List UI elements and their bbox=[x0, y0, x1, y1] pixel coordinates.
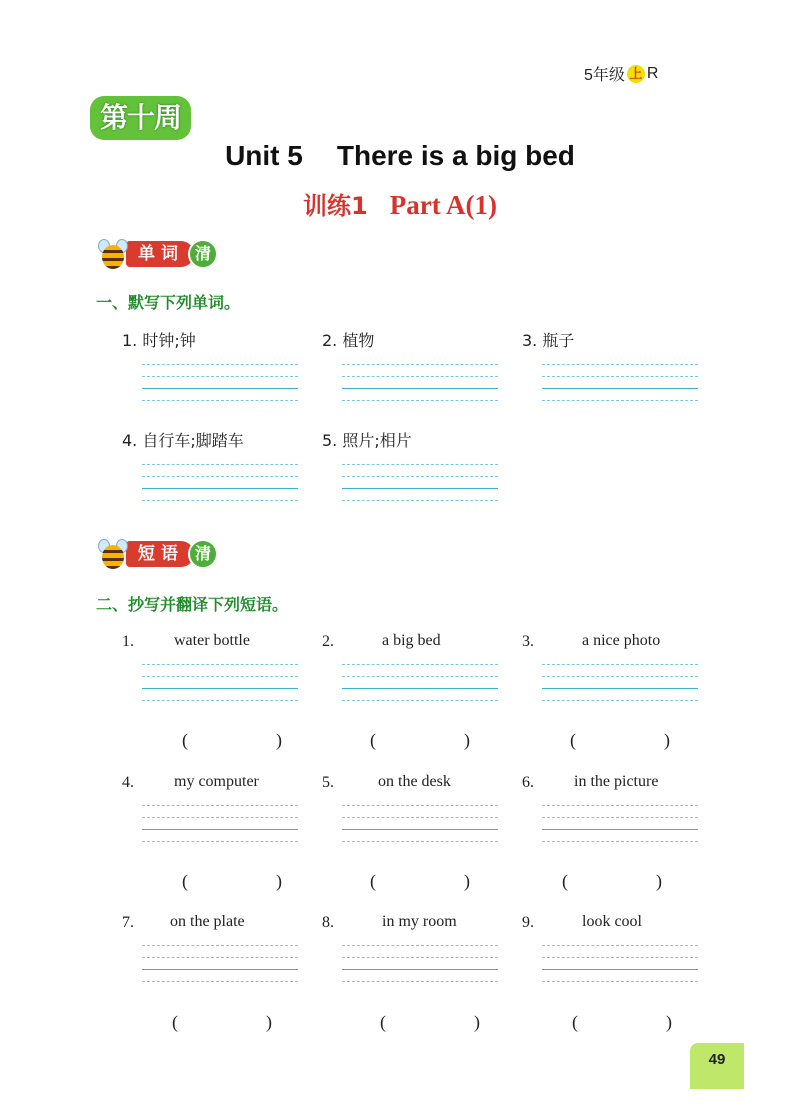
lesson-title bbox=[0, 186, 800, 221]
section-tag-label: 短语 bbox=[126, 541, 194, 567]
unit-name: There is a big bed bbox=[336, 140, 575, 171]
writing-lines[interactable] bbox=[342, 358, 498, 402]
section-tag-phrases bbox=[96, 536, 218, 572]
word-item bbox=[322, 330, 502, 402]
writing-lines[interactable] bbox=[142, 358, 298, 402]
unit-label: Unit 5 bbox=[225, 140, 303, 171]
item-number: 7. bbox=[122, 914, 134, 931]
page-number: 49 bbox=[690, 1043, 744, 1089]
term-mark: 上 bbox=[627, 65, 645, 83]
translation-blank[interactable]: ( ) bbox=[562, 871, 662, 891]
item-number: 5. bbox=[322, 774, 334, 791]
phrase-text: in my room bbox=[382, 913, 457, 930]
section-tag-end: 清 bbox=[188, 239, 218, 269]
phrase-item bbox=[322, 911, 502, 983]
phrase-item bbox=[522, 630, 702, 702]
phrase-text: a nice photo bbox=[582, 632, 661, 649]
unit-title bbox=[0, 140, 800, 172]
item-number: 8. bbox=[322, 914, 334, 931]
item-number: 3. bbox=[522, 633, 534, 650]
item-number: 1. bbox=[122, 633, 134, 650]
grade-text: 5年级 bbox=[584, 67, 625, 84]
item-number: 9. bbox=[522, 914, 534, 931]
word-item bbox=[122, 430, 302, 502]
phrase-item bbox=[322, 630, 502, 702]
translation-blank[interactable]: ( ) bbox=[572, 1012, 672, 1032]
instruction-2: 二、抄写并翻译下列短语。 bbox=[96, 595, 289, 614]
phrase-text: in the picture bbox=[574, 773, 659, 790]
phrase-item bbox=[522, 771, 702, 843]
phrase-item bbox=[522, 911, 702, 983]
phrase-item bbox=[322, 771, 502, 843]
bee-icon bbox=[96, 537, 130, 571]
writing-lines[interactable] bbox=[142, 458, 298, 502]
lesson-part: Part A(1) bbox=[389, 190, 497, 220]
translation-blank[interactable]: ( ) bbox=[380, 1012, 480, 1032]
word-item bbox=[122, 330, 302, 402]
bee-icon bbox=[96, 237, 130, 271]
translation-blank[interactable]: ( ) bbox=[570, 730, 670, 750]
word-prompt: 5. 照片;相片 bbox=[322, 431, 412, 450]
writing-lines[interactable] bbox=[342, 658, 498, 702]
phrase-item bbox=[122, 911, 302, 983]
writing-lines[interactable] bbox=[142, 799, 298, 843]
phrase-text: look cool bbox=[582, 913, 642, 930]
translation-blank[interactable]: ( ) bbox=[182, 730, 282, 750]
translation-blank[interactable]: ( ) bbox=[182, 871, 282, 891]
edition-text: R bbox=[646, 64, 659, 82]
grade-label bbox=[584, 62, 658, 85]
writing-lines[interactable] bbox=[542, 358, 698, 402]
writing-lines[interactable] bbox=[142, 658, 298, 702]
translation-blank[interactable]: ( ) bbox=[172, 1012, 272, 1032]
instruction-1: 一、默写下列单词。 bbox=[96, 293, 241, 312]
writing-lines[interactable] bbox=[342, 939, 498, 983]
writing-lines[interactable] bbox=[142, 939, 298, 983]
writing-lines[interactable] bbox=[542, 658, 698, 702]
writing-lines[interactable] bbox=[342, 799, 498, 843]
phrase-text: a big bed bbox=[382, 632, 441, 649]
word-prompt: 1. 时钟;钟 bbox=[122, 331, 196, 350]
writing-lines[interactable] bbox=[342, 458, 498, 502]
phrase-text: water bottle bbox=[174, 632, 250, 649]
translation-blank[interactable]: ( ) bbox=[370, 871, 470, 891]
phrase-item bbox=[122, 771, 302, 843]
phrase-item bbox=[122, 630, 302, 702]
item-number: 4. bbox=[122, 774, 134, 791]
word-prompt: 4. 自行车;脚踏车 bbox=[122, 431, 244, 450]
item-number: 2. bbox=[322, 633, 334, 650]
writing-lines[interactable] bbox=[542, 939, 698, 983]
section-tag-end: 清 bbox=[188, 539, 218, 569]
phrase-text: on the desk bbox=[378, 773, 451, 790]
translation-blank[interactable]: ( ) bbox=[370, 730, 470, 750]
phrase-text: my computer bbox=[174, 773, 259, 790]
writing-lines[interactable] bbox=[542, 799, 698, 843]
word-prompt: 2. 植物 bbox=[322, 331, 375, 350]
lesson-label: 训练1 bbox=[303, 192, 368, 220]
phrase-text: on the plate bbox=[170, 913, 245, 930]
section-tag-words bbox=[96, 236, 218, 272]
item-number: 6. bbox=[522, 774, 534, 791]
word-prompt: 3. 瓶子 bbox=[522, 331, 575, 350]
week-badge: 第十周 bbox=[92, 98, 189, 138]
word-item bbox=[322, 430, 502, 502]
section-tag-label: 单词 bbox=[126, 241, 194, 267]
word-item bbox=[522, 330, 702, 402]
